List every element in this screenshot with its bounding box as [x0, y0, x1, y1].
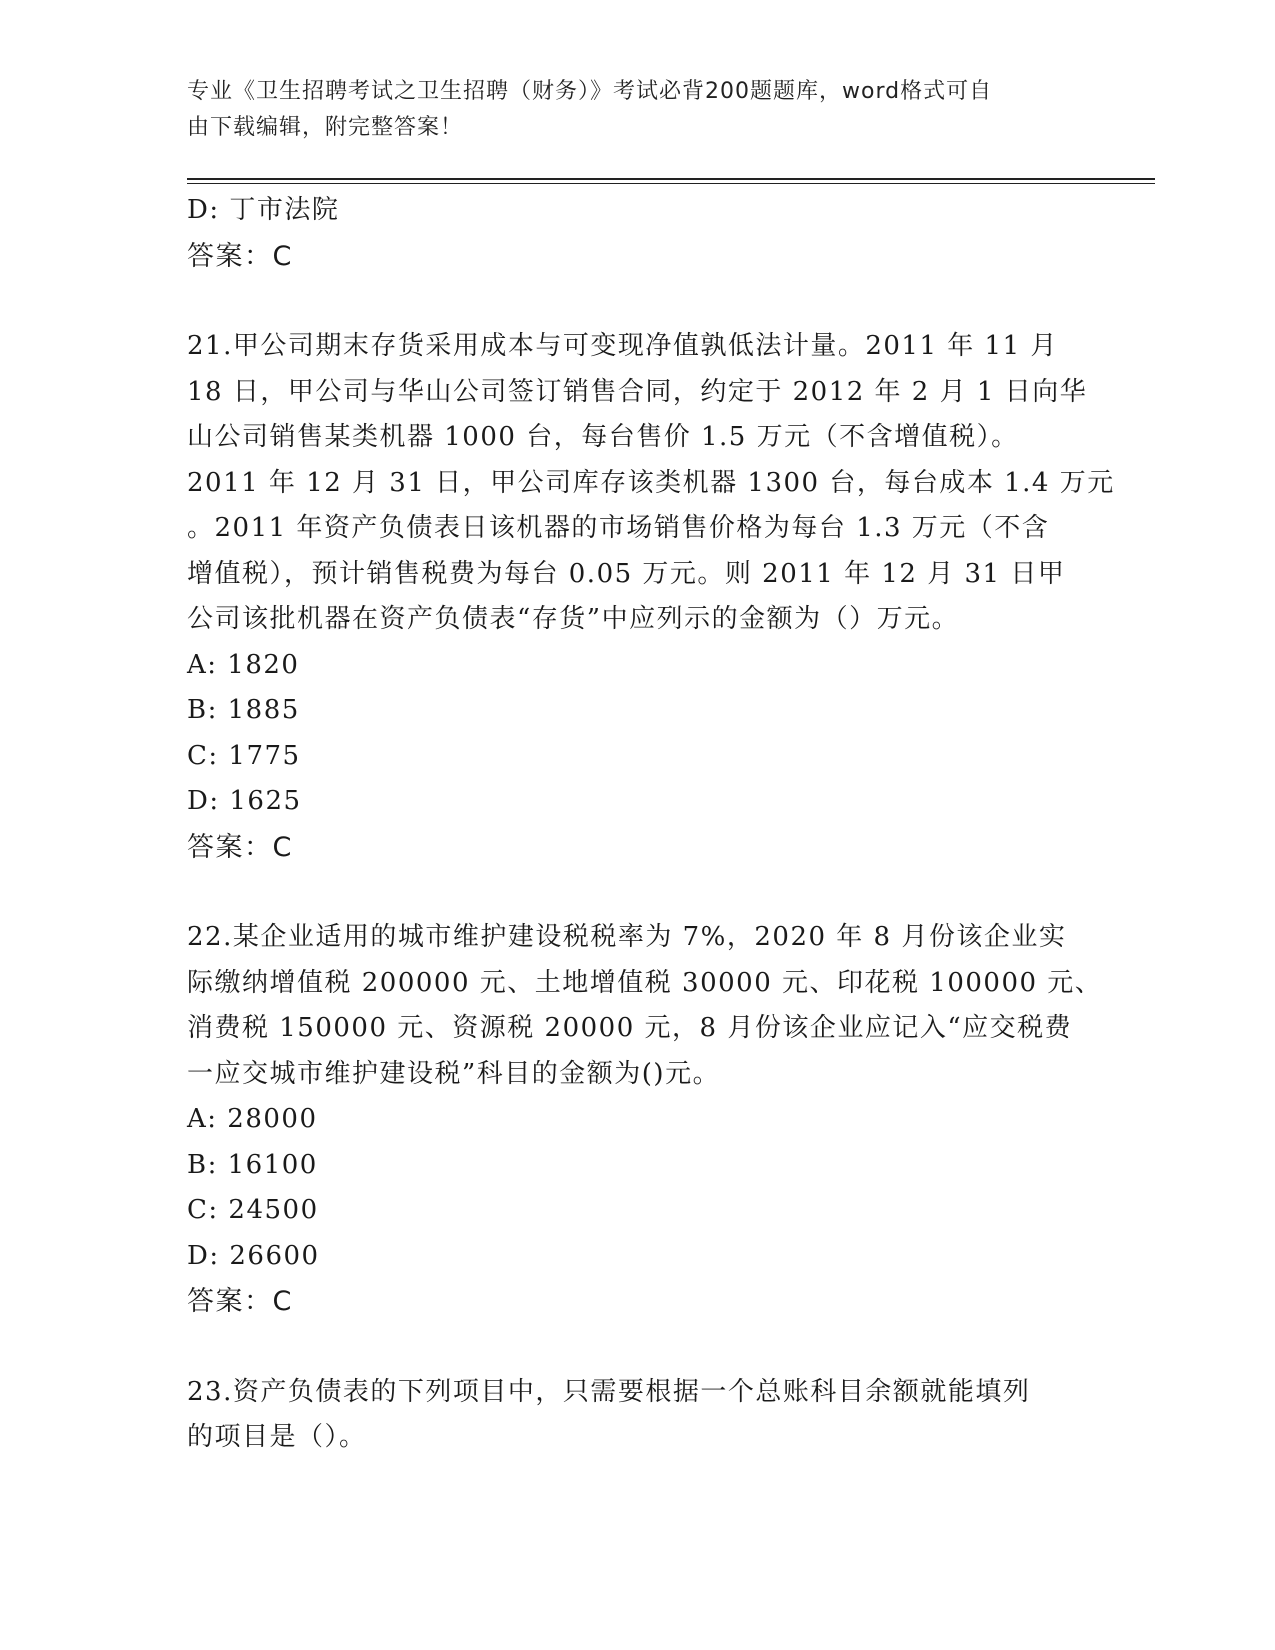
question-22-line: 一应交城市维护建设税”科目的金额为()元。 [187, 1058, 721, 1089]
question-22-line: 际缴纳增值税 200000 元、土地增值税 30000 元、印花税 100000 元、 [187, 967, 1103, 998]
question-22-option-a: A: 28000 [187, 1104, 318, 1134]
spacer [187, 870, 1087, 915]
question-21 [187, 324, 1115, 870]
prev-answer: 答案：C [187, 240, 293, 272]
question-22-answer: 答案：C [187, 1286, 293, 1317]
question-21-answer: 答案：C [187, 831, 293, 863]
question-21-line: 增值税），预计销售税费为每台 0.05 万元。则 2011 年 12 月 31 日甲 [187, 558, 1066, 589]
question-22-option-d: D: 26600 [187, 1240, 320, 1271]
prev-option-d: D: 丁市法院 [187, 195, 340, 225]
question-23-text [187, 1370, 1087, 1461]
question-21-line: 。2011 年资产负债表日该机器的市场销售价格为每台 1.3 万元（不含 [187, 513, 1050, 543]
question-21-option-c: C: 1775 [187, 740, 301, 771]
page-content [187, 188, 1115, 1461]
question-21-text [187, 324, 1115, 643]
page-header [187, 74, 1067, 146]
question-22-option-c: C: 24500 [187, 1195, 319, 1225]
header-divider [187, 178, 1155, 180]
question-21-line: 公司该批机器在资产负债表“存货”中应列示的金额为（）万元。 [187, 604, 960, 634]
question-22-line: 22.某企业适用的城市维护建设税税率为 7%，2020 年 8 月份该企业实 [187, 922, 1067, 952]
question-21-line: 2011 年 12 月 31 日，甲公司库存该类机器 1300 台，每台成本 1.4 万元 [187, 467, 1115, 498]
spacer [187, 1325, 1087, 1370]
question-21-option-a: A: 1820 [187, 649, 300, 680]
header-line-1: 专业《卫生招聘考试之卫生招聘（财务）》考试必背200题题库，word格式可自 [187, 79, 993, 104]
question-21-option-d: D: 1625 [187, 786, 302, 816]
question-23 [187, 1370, 1087, 1461]
question-23-line: 的项目是（）。 [187, 1422, 367, 1452]
question-22-line: 消费税 150000 元、资源税 20000 元，8 月份该企业应记入“应交税费 [187, 1013, 1073, 1043]
header-divider-thin [187, 183, 1155, 184]
question-22-option-b: B: 16100 [187, 1149, 318, 1180]
question-21-line: 山公司销售某类机器 1000 台，每台售价 1.5 万元（不含增值税）。 [187, 422, 1019, 452]
spacer [187, 279, 1087, 324]
question-21-line: 18 日，甲公司与华山公司签订销售合同，约定于 2012 年 2 月 1 日向华 [187, 376, 1088, 407]
question-23-line: 23.资产负债表的下列项目中，只需要根据一个总账科目余额就能填列 [187, 1376, 1031, 1407]
question-21-line: 21.甲公司期末存货采用成本与可变现净值孰低法计量。2011 年 11 月 [187, 331, 1058, 361]
question-21-option-b: B: 1885 [187, 695, 300, 725]
question-22-text [187, 915, 1103, 1097]
question-22 [187, 915, 1103, 1325]
header-line-2: 由下载编辑，附完整答案！ [187, 115, 464, 140]
